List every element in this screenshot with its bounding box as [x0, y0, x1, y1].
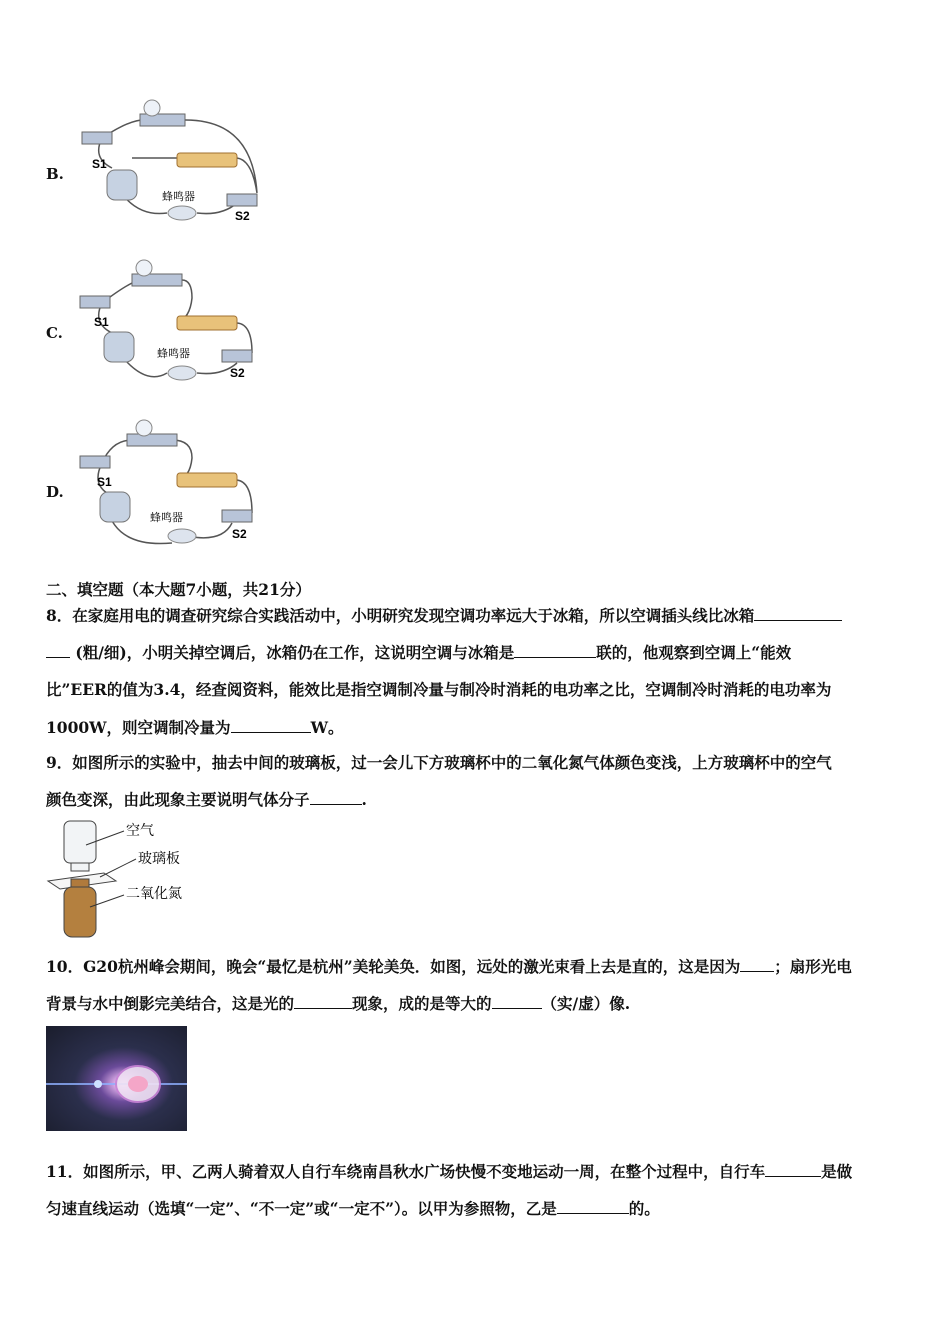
s2-label: S2 [235, 209, 250, 223]
option-b-label: B. [46, 165, 64, 183]
q11-line-1: 11．如图所示，甲、乙两人骑着双人自行车绕南昌秋水广场快慢不变地运动一周，在整个过程中，自行车 是做 [46, 1162, 853, 1181]
q8-line-3: 比”EER的值为3.4，经查阅资料，能效比是指空调制冷量与制冷时消耗的电功率之比，空调制冷时消耗的电功率为 [46, 680, 832, 699]
option-d-label: D. [46, 483, 64, 501]
q11-blank-2[interactable] [557, 1199, 629, 1214]
buzzer-label: 蜂鸣器 [162, 190, 195, 203]
q11-line-2: 匀速直线运动（选填“一定”、“不一定”或“一定不”）。以甲为参照物，乙是 的。 [46, 1199, 660, 1218]
q8-blank-2[interactable] [514, 643, 596, 658]
q10-blank-2[interactable] [294, 994, 352, 1009]
laser-beam-graphic [46, 1026, 187, 1131]
buzzer-label: 蜂鸣器 [157, 347, 190, 360]
s1-label: S1 [94, 315, 109, 329]
q10-blank-3[interactable] [492, 994, 542, 1009]
q8-line-1: 8．在家庭用电的调查研究综合实践活动中，小明研究发现空调功率远大于冰箱，所以空调插头线比冰箱 [46, 604, 842, 626]
s1-label: S1 [97, 475, 112, 489]
s1-label: S1 [92, 157, 107, 171]
q9-line-2: 颜色变深，由此现象主要说明气体分子 . [46, 790, 367, 809]
q9-line-1: 9．如图所示的实验中，抽去中间的玻璃板，过一会儿下方玻璃杯中的二氧化氮气体颜色变浅，上方玻璃杯中的空气 [46, 753, 832, 772]
s2-label: S2 [230, 366, 245, 380]
q8-line-2: (粗/细)，小明关掉空调后，冰箱仍在工作，这说明空调与冰箱是 联的，他观察到空调上“能效 [46, 641, 791, 663]
q10-blank-1[interactable] [740, 957, 774, 972]
glass-plate-label: 玻璃板 [138, 851, 180, 867]
q8-blank-3[interactable] [231, 718, 311, 733]
q8-line-4: 1000W，则空调制冷量为 W。 [46, 718, 344, 737]
laser-show-photo [46, 1026, 187, 1131]
buzzer-label: 蜂鸣器 [150, 511, 183, 524]
q8-blank-1-cont[interactable] [46, 643, 70, 658]
section-title: 二、填空题（本大题7小题，共21分） [46, 580, 311, 599]
q8-blank-1[interactable] [754, 606, 842, 621]
q11-blank-1[interactable] [765, 1162, 821, 1177]
q9-blank[interactable] [310, 790, 362, 805]
gas-diffusion-figure [44, 817, 204, 942]
circuit-diagram-c [72, 258, 267, 388]
circuit-diagram-d [72, 418, 267, 553]
option-c-label: C. [46, 324, 63, 342]
air-label: 空气 [126, 823, 154, 839]
circuit-diagram-b [72, 98, 267, 228]
q10-line-1: 10．G20杭州峰会期间，晚会“最忆是杭州”美轮美奂．如图，远处的激光束看上去是直的，这是因为 ；扇形光电 [46, 957, 852, 976]
s2-label: S2 [232, 527, 247, 541]
no2-label: 二氧化氮 [126, 886, 182, 902]
q10-line-2: 背景与水中倒影完美结合，这是光的 现象，成的是等大的 （实/虚）像. [46, 994, 631, 1013]
